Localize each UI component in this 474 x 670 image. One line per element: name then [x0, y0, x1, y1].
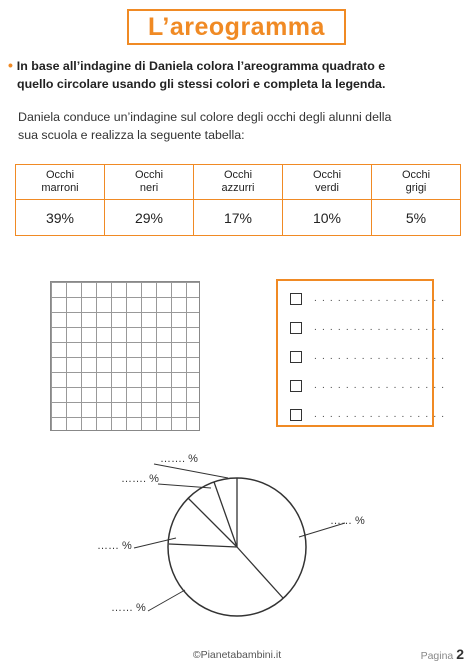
legend-color-box[interactable]: [290, 293, 302, 305]
page-number-value: 2: [456, 646, 464, 662]
instruction-line-2: quello circolare usando gli stessi colori e completa la legenda.: [17, 77, 386, 91]
table-value-cell: 17%: [194, 200, 283, 236]
page-title: L’areogramma: [127, 9, 346, 45]
legend-item: [290, 408, 445, 421]
table-header-cell: Occhi azzurri: [194, 165, 283, 200]
legend-item: [290, 350, 445, 363]
legend-blank-line[interactable]: . . . . . . . . . . . . . . . . .: [314, 292, 446, 304]
pie-percent-label[interactable]: …… %: [330, 515, 365, 527]
table-header-cell: Occhi verdi: [283, 165, 372, 200]
site-logo: ©Pianetabambini.it: [192, 649, 282, 661]
pie-percent-label[interactable]: ……. %: [160, 453, 198, 465]
table-value-cell: 10%: [283, 200, 372, 236]
circular-areogram[interactable]: [0, 440, 474, 640]
legend-item: [290, 379, 445, 392]
pie-leader-line: [154, 464, 228, 478]
legend-color-box[interactable]: [290, 409, 302, 421]
survey-table: [15, 164, 461, 236]
square-areogram-grid[interactable]: [50, 281, 200, 431]
pie-percent-label[interactable]: …… %: [111, 602, 146, 614]
table-header-cell: Occhi marroni: [16, 165, 105, 200]
pie-percent-label[interactable]: …… %: [97, 540, 132, 552]
bullet-dot-icon: •: [8, 57, 17, 73]
pie-percent-label[interactable]: ……. %: [121, 473, 159, 485]
legend-blank-line[interactable]: . . . . . . . . . . . . . . . . .: [314, 408, 446, 420]
instruction-line-1: [8, 56, 463, 75]
table-header-row: [16, 165, 461, 200]
intro-line-1: Daniela conduce un’indagine sul colore degli occhi degli alunni della: [18, 110, 392, 124]
legend-blank-line[interactable]: . . . . . . . . . . . . . . . . .: [314, 350, 446, 362]
page-word: Pagina: [420, 650, 454, 662]
legend-color-box[interactable]: [290, 380, 302, 392]
page-number: [421, 646, 464, 662]
legend-item: [290, 321, 445, 334]
table-value-cell: 5%: [372, 200, 461, 236]
pie-leader-line: [148, 590, 185, 611]
legend-item: [290, 292, 445, 305]
legend-blank-line[interactable]: . . . . . . . . . . . . . . . . .: [314, 379, 446, 391]
instruction-line-1-text: In base all’indagine di Daniela colora l’areogramma quadrato e: [16, 59, 386, 73]
legend-box: [276, 279, 446, 427]
legend-color-box[interactable]: [290, 322, 302, 334]
table-row: [16, 200, 461, 236]
intro-line-2: sua scuola e realizza la seguente tabella:: [18, 128, 245, 142]
pie-leader-line: [158, 484, 211, 488]
table-value-cell: 39%: [16, 200, 105, 236]
table-value-cell: 29%: [105, 200, 194, 236]
intro-text: [18, 108, 468, 144]
instruction-text: [8, 56, 463, 93]
legend-blank-line[interactable]: . . . . . . . . . . . . . . . . .: [314, 321, 446, 333]
table-header-cell: Occhi grigi: [372, 165, 461, 200]
legend-color-box[interactable]: [290, 351, 302, 363]
table-header-cell: Occhi neri: [105, 165, 194, 200]
